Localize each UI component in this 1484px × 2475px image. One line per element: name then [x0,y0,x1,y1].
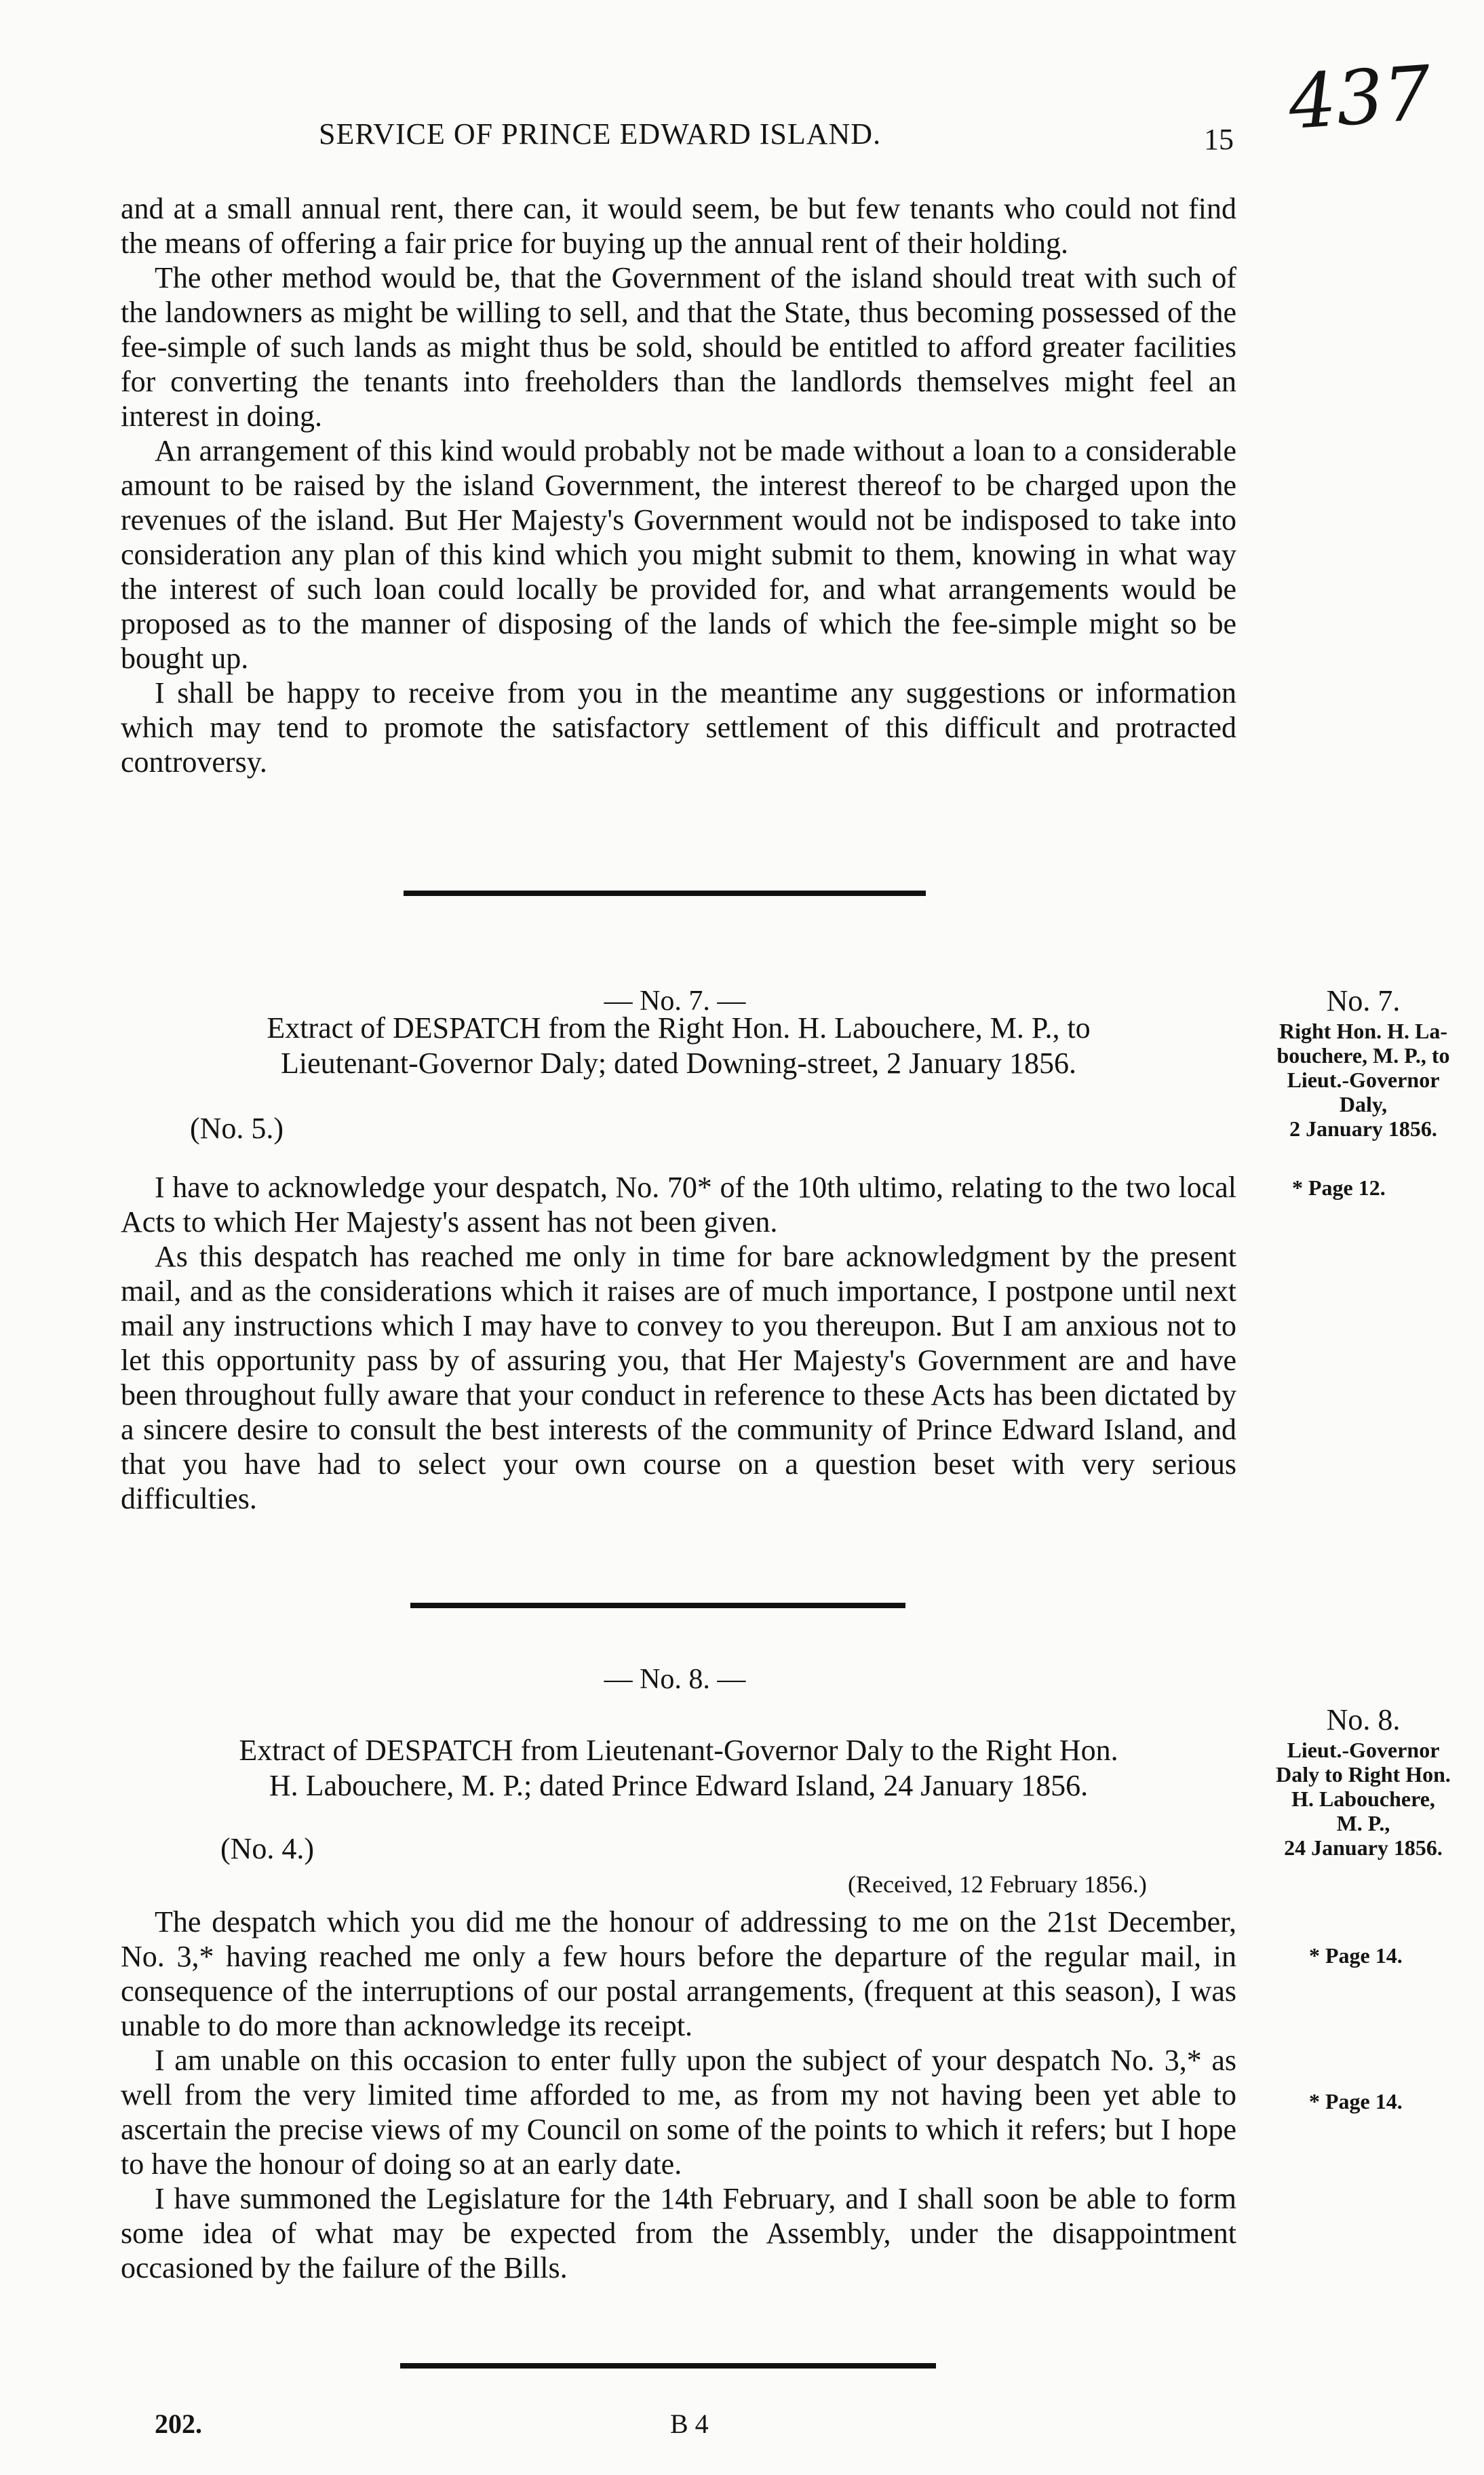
despatch-number: (No. 5.) [190,1112,284,1145]
paragraph: I have to acknowledge your despatch, No. 70* of the 10th ultimo, relating to the two local Acts to which Her Majesty's assent has not been given. [121,1171,1236,1239]
received-date: (Received, 12 February 1856.) [848,1871,1147,1898]
section-divider [404,891,926,896]
heading-line: Lieutenant-Governor Daly; dated Downing-street, 2 January 1856. [281,1047,1076,1080]
margin-line: H. Labouchere, [1291,1787,1435,1811]
paragraph: The despatch which you did me the honour of addressing to me on the 21st December, No. 3,* having reached me only a few hours before the departure of the regular mail, in consequence of the interruptions of our postal arrangements, (frequent at this season), I was unable to do more than acknowledge its receipt. [121,1905,1236,2042]
section-divider [410,1603,905,1608]
paragraph: I am unable on this occasion to enter fully upon the subject of your despatch No. 3,* as well from the very limited time afforded to me, as from my not having been yet able to ascertain the precise views of my Council on some of the points to which it refers; but I hope to have the honour of doing so at an early date. [121,2044,1236,2181]
paragraph: An arrangement of this kind would probably not be made without a loan to a considerable amount to be raised by the island Government, the interest thereof to be charged upon the revenues of the island. But Her Majesty's Government would not be indisposed to take into consideration any plan of this kind which you might submit to them, knowing in what way the interest of such loan could locally be provided for, and what arrangements would be proposed as to the manner of disposing of the lands of which the fee-simple might so be bought up. [121,434,1236,675]
heading-line: H. Labouchere, M. P.; dated Prince Edward Island, 24 January 1856. [269,1769,1089,1802]
margin-line: Lieut.-Governor [1287,1068,1440,1092]
margin-line: Right Hon. H. La- [1278,1019,1448,1043]
footer-number: 202. [155,2409,202,2439]
paragraph: The other method would be, that the Government of the island should treat with such of the landowners as might be willing to sell, and that the State, thus becoming possessed of the fee-simple of such lands as might thus be sold, should be entitled to afford greater facilities for converting the tenants into freeholders than the landlords themselves might feel an interest in doing. [121,261,1236,433]
section-divider [400,2363,936,2369]
section-label-no7: — No. 7. — [604,986,746,1017]
intro-text [121,191,1236,779]
handwritten-folio: 437 [1285,49,1434,147]
margin-note-no8 [1248,1702,1479,1860]
margin-line: Lieut.-Governor [1287,1738,1440,1762]
paragraph: As this despatch has reached me only in time for bare acknowledgment by the present mail, and as the considerations which it raises are of much importance, I postpone until next mail any instructions which I may have to convey to you thereupon. But I am anxious not to let this opportunity pass by of assuring you, that Her Majesty's Government are and have been throughout fully aware that your conduct in reference to these Acts has been dictated by a sincere desire to consult the best interests of the community of Prince Edward Island, and that you have had to select your own course on a question beset with very serious difficulties. [121,1240,1236,1515]
paragraph: I have summoned the Legislature for the 14th February, and I shall soon be able to form some idea of what may be expected from the Assembly, under the disappointment occasioned by the failure of the Bills. [121,2182,1236,2284]
margin-line: Daly to Right Hon. [1276,1762,1451,1787]
page-number: 15 [1204,123,1234,156]
running-header: SERVICE OF PRINCE EDWARD ISLAND. [319,117,882,151]
despatch-heading-no8 [121,1733,1236,1804]
paragraph: I shall be happy to receive from you in the meantime any suggestions or information which may tend to promote the satisfactory settlement of this difficult and protracted controversy. [121,676,1236,779]
margin-line: Daly, [1339,1092,1388,1116]
no7-text [121,1170,1236,1516]
heading-line: Extract of DESPATCH from Lieutenant-Governor Daly to the Right Hon. [239,1734,1118,1767]
despatch-number: (No. 4.) [220,1832,315,1865]
section-label-no8: — No. 8. — [604,1664,746,1695]
heading-line: Extract of DESPATCH from the Right Hon. H. Labouchere, M. P., to [267,1011,1091,1045]
margin-note-no7 [1248,983,1479,1141]
margin-line: M. P., [1336,1811,1390,1835]
despatch-heading-no7 [121,1011,1236,1081]
margin-line: 2 January 1856. [1289,1116,1437,1141]
margin-title: No. 7. [1326,984,1401,1017]
margin-line: 24 January 1856. [1284,1835,1443,1860]
margin-page-ref: * Page 14. [1309,2089,1403,2113]
margin-page-ref: * Page 12. [1292,1175,1386,1200]
paragraph: and at a small annual rent, there can, it would seem, be but few tenants who could not find the means of offering a fair price for buying up the annual rent of their holding. [121,192,1236,260]
no8-text [121,1905,1236,2285]
margin-line: bouchere, M. P., to [1276,1043,1450,1068]
margin-page-ref: * Page 14. [1309,1943,1403,1968]
signature-mark: B 4 [670,2409,709,2439]
margin-title: No. 8. [1326,1703,1401,1736]
